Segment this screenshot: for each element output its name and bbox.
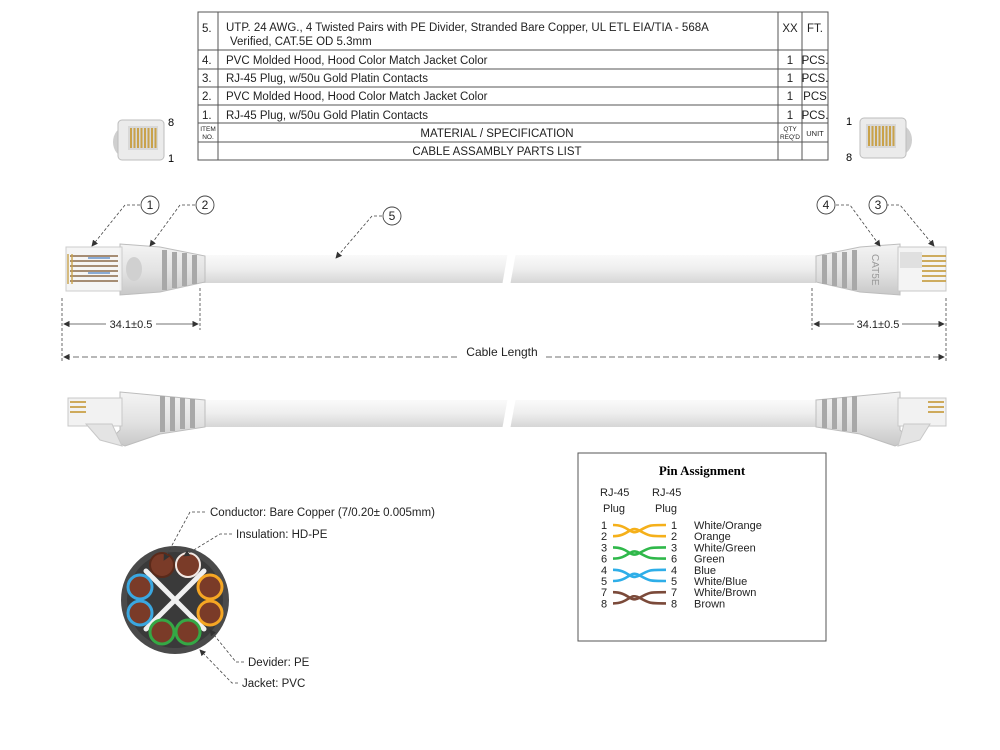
pin-color-label: White/Orange bbox=[694, 520, 762, 532]
callout-4: 4 bbox=[822, 198, 830, 212]
col2-header-2: Plug bbox=[655, 503, 678, 515]
row1-qty: 1 bbox=[786, 110, 794, 122]
boot-print-text: CAT5E bbox=[869, 254, 880, 286]
plug-face-right-icon bbox=[860, 118, 912, 158]
row5-item: 5. bbox=[202, 23, 212, 35]
row4-spec: PVC Molded Hood, Hood Color Match Jacket Color bbox=[226, 55, 488, 67]
header-material: MATERIAL / SPECIFICATION bbox=[420, 128, 574, 140]
pin-number-right: 3 bbox=[670, 542, 678, 555]
col1-header-2: Plug bbox=[603, 503, 626, 515]
header-qty: QTY bbox=[783, 126, 797, 133]
col2-header: RJ-45 bbox=[652, 487, 682, 499]
pin-number-right: 7 bbox=[670, 587, 678, 600]
row2-spec: PVC Molded Hood, Hood Color Match Jacket Color bbox=[226, 91, 488, 103]
pin-number-left: 3 bbox=[600, 542, 608, 555]
callout-5: 5 bbox=[388, 209, 396, 223]
pin-number-left: 4 bbox=[600, 564, 608, 577]
pin-color-label: Green bbox=[694, 553, 725, 566]
dimension-right: 34.1±0.5 bbox=[856, 319, 900, 331]
parts-table-text bbox=[200, 22, 828, 158]
cable-side-view bbox=[68, 392, 946, 446]
row2-qty: 1 bbox=[786, 91, 794, 103]
row1-unit: PCS. bbox=[801, 110, 829, 122]
left-plug-pin-bottom: 1 bbox=[168, 153, 175, 165]
row1-spec: RJ-45 Plug, w/50u Gold Platin Contacts bbox=[226, 110, 428, 122]
pin-color-label: White/Green bbox=[694, 542, 756, 555]
cable-cross-section bbox=[121, 546, 229, 654]
pin-number-right: 6 bbox=[670, 553, 678, 566]
right-plug-pin-bottom: 8 bbox=[846, 152, 853, 164]
pin-number-left: 5 bbox=[600, 576, 608, 588]
pin-number-right: 5 bbox=[670, 576, 678, 588]
row2-unit: PCS bbox=[803, 91, 827, 103]
pin-assignment-title: Pin Assignment bbox=[658, 463, 746, 478]
pin-number-left: 7 bbox=[600, 587, 608, 600]
callout-bubbles bbox=[141, 196, 887, 225]
callout-leaders bbox=[92, 205, 934, 258]
pin-number-right: 2 bbox=[670, 531, 678, 544]
row5-spec-2: Verified, CAT.5E OD 5.3mm bbox=[230, 36, 372, 48]
pin-number-right: 1 bbox=[670, 520, 678, 532]
callout-2: 2 bbox=[201, 198, 209, 212]
left-plug-pin-top: 8 bbox=[168, 117, 175, 129]
header-item-2: NO. bbox=[202, 134, 214, 141]
jacket-label: Jacket: PVC bbox=[242, 678, 306, 690]
row4-item: 4. bbox=[202, 55, 212, 67]
cable-length-label: Cable Length bbox=[466, 345, 538, 359]
pin-color-label: White/Blue bbox=[694, 576, 748, 588]
pin-number-left: 6 bbox=[600, 553, 608, 566]
header-unit: UNIT bbox=[806, 129, 824, 138]
insulation-label: Insulation: HD-PE bbox=[236, 529, 328, 541]
cable-top-view bbox=[66, 244, 946, 295]
row5-unit: FT. bbox=[807, 23, 823, 35]
row5-spec: UTP. 24 AWG., 4 Twisted Pairs with PE Divider, Stranded Bare Copper, UL ETL EIA/TIA - 568A bbox=[226, 22, 709, 34]
header-item: ITEM bbox=[200, 126, 216, 133]
pin-number-right: 4 bbox=[670, 564, 678, 577]
dimension-left: 34.1±0.5 bbox=[109, 319, 153, 331]
row3-spec: RJ-45 Plug, w/50u Gold Platin Contacts bbox=[226, 73, 428, 85]
pin-number-left: 2 bbox=[600, 531, 608, 544]
pin-color-label: Blue bbox=[694, 564, 717, 577]
pin-color-label: White/Brown bbox=[694, 587, 757, 600]
row3-qty: 1 bbox=[786, 73, 794, 85]
callout-3: 3 bbox=[874, 198, 882, 212]
row4-qty: 1 bbox=[786, 55, 794, 67]
row1-item: 1. bbox=[202, 110, 212, 122]
row3-item: 3. bbox=[202, 73, 212, 85]
pin-color-label: Brown bbox=[694, 598, 726, 611]
plug-face-left-icon bbox=[113, 120, 164, 160]
row3-unit: PCS. bbox=[801, 73, 829, 85]
row4-unit: PCS. bbox=[801, 55, 829, 67]
header-qty-2: REQ'D bbox=[779, 134, 801, 141]
table-title: CABLE ASSAMBLY PARTS LIST bbox=[412, 146, 582, 158]
divider-label: Devider: PE bbox=[248, 657, 310, 669]
pin-number-left: 8 bbox=[600, 598, 608, 611]
col1-header: RJ-45 bbox=[600, 487, 630, 499]
pin-number-right: 8 bbox=[670, 598, 678, 611]
conductor-label: Conductor: Bare Copper (7/0.20± 0.005mm) bbox=[210, 507, 435, 519]
pin-number-left: 1 bbox=[600, 520, 608, 532]
pin-color-label: Orange bbox=[694, 531, 731, 544]
right-plug-pin-top: 1 bbox=[846, 116, 853, 128]
row2-item: 2. bbox=[202, 91, 212, 103]
row5-qty: XX bbox=[782, 23, 798, 35]
callout-1: 1 bbox=[146, 198, 154, 212]
